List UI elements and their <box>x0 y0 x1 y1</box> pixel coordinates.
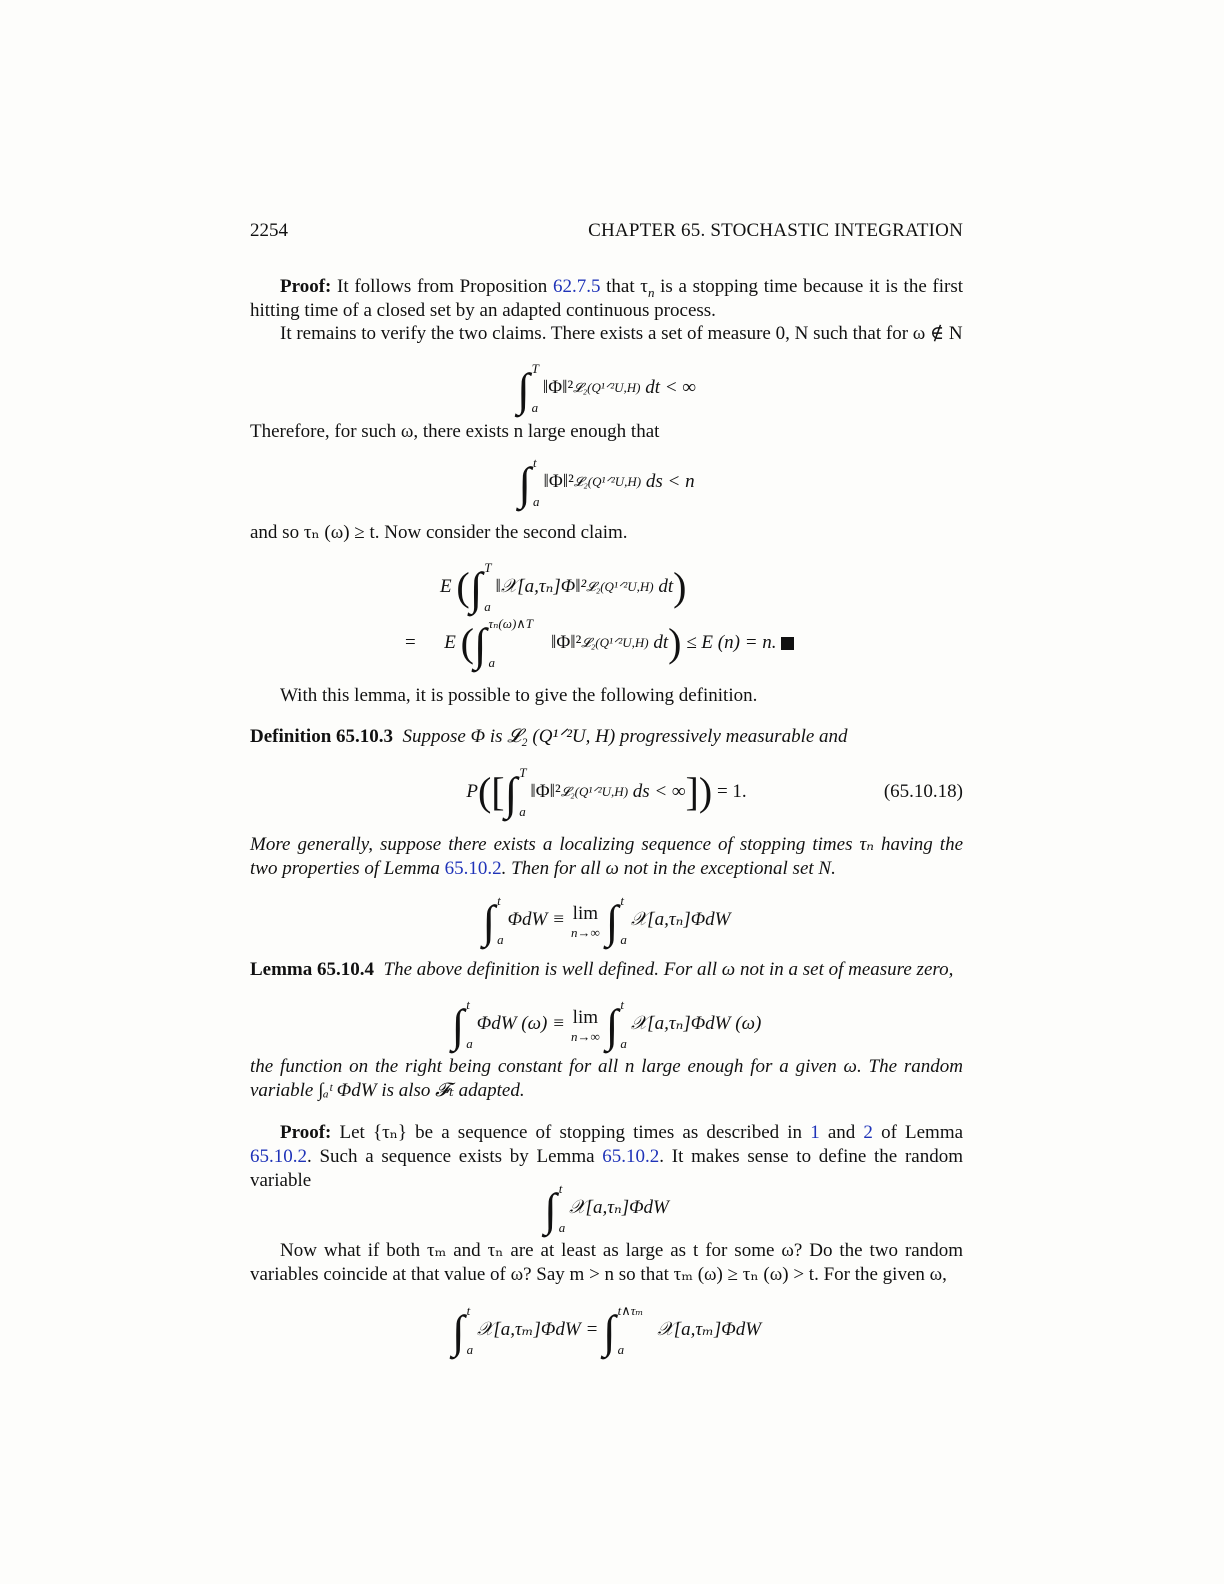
equation-lhs: ΦdW ≡ <box>507 909 565 930</box>
right-paren: ]) <box>685 769 713 814</box>
paragraph-text: More generally, suppose there exists a localizing sequence of stopping times τₙ having the two properties of Lemma <box>250 834 963 879</box>
paragraph-text: and so τₙ (ω) ≥ t. Now consider the second claim. <box>250 522 628 543</box>
paragraph-text: Therefore, for such ω, there exists n large enough that <box>250 421 660 442</box>
paragraph-therefore <box>250 420 963 444</box>
equation-number: (65.10.18) <box>883 781 963 802</box>
proof-text: that τ <box>606 276 648 297</box>
equation-rhs: 𝒳[a,τₘ]ΦdW <box>657 1319 762 1340</box>
lower-limit: a <box>484 599 491 614</box>
proof-text: . It makes sense to define the random variable <box>250 1146 964 1191</box>
expectation-operator: E <box>444 632 456 653</box>
proof-label: Proof: <box>280 1122 332 1143</box>
lower-limit: a <box>531 400 539 415</box>
integral-sign: ∫ <box>451 1306 465 1357</box>
ref-item-1[interactable]: 1 <box>810 1122 820 1143</box>
lower-limit: a <box>497 932 504 947</box>
upper-limit: t <box>620 997 624 1012</box>
upper-limit: τₙ(ω)∧T <box>488 616 534 631</box>
equation-2: ∫ t a ‖Φ‖² 𝓛₂(Q¹ᐟ²U,H) ds < n <box>518 455 695 509</box>
equation-tail: ds < n <box>645 471 695 492</box>
ref-item-2[interactable]: 2 <box>863 1122 873 1143</box>
definition-label: Definition 65.10.3 <box>250 726 394 747</box>
lower-limit: a <box>466 1342 474 1357</box>
expectation-operator: E <box>440 576 452 597</box>
equation-6 <box>250 998 963 1050</box>
page-number: 2254 <box>250 220 288 241</box>
lower-limit: a <box>620 932 627 947</box>
right-paren: ) <box>673 564 687 609</box>
ref-lemma[interactable]: 65.10.2 <box>444 858 502 879</box>
proof-text: is a stopping time because it is the first hitting time of a closed set by an adapted continuous process. <box>250 276 964 321</box>
equation-tail: dt <box>653 632 669 653</box>
lower-limit: a <box>558 1220 566 1235</box>
paragraph-second-claim <box>250 521 963 545</box>
integral-sign: ∫ <box>605 1000 619 1051</box>
integral-sign: ∫ <box>603 1306 616 1357</box>
paragraph-text: Now what if both τₘ and τₙ are at least as large as t for some ω? Do the two random variables coincide at that value of ω? Say m > n so that τₘ (ω) ≥ τₙ (ω) > t. For the given ω, <box>250 1240 963 1285</box>
lower-limit: a <box>620 1036 627 1051</box>
running-head: CHAPTER 65. STOCHASTIC INTEGRATION <box>588 220 963 241</box>
paragraph-text: ∫ₐᵗ ΦdW is also 𝓕ₜ adapted. <box>318 1080 525 1101</box>
equation-rhs: 𝒳[a,τₙ]ΦdW (ω) <box>630 1013 762 1034</box>
lim-subscript: n→∞ <box>570 1028 600 1044</box>
upper-limit: t <box>533 455 537 470</box>
integral-sign: ∫ <box>473 619 487 670</box>
equation-rhs: ≤ E (n) = n. <box>686 632 777 653</box>
equation-1: ∫ T a ‖Φ‖² 𝓛₂(Q¹ᐟ²U,H) dt < ∞ <box>517 361 696 415</box>
equation-rhs: 𝒳[a,τₙ]ΦdW <box>630 909 731 930</box>
lower-limit: a <box>533 494 540 509</box>
upper-limit: T <box>531 361 539 376</box>
equation-5 <box>250 894 963 946</box>
paragraph-text: the function on the right being constant for all n large enough for a given ω. The random variable <box>250 1056 963 1101</box>
paragraph-with-lemma <box>250 684 963 708</box>
upper-limit: t <box>466 997 470 1012</box>
lim-subscript: n→∞ <box>570 924 600 940</box>
equation-tail: dt <box>658 576 674 597</box>
paragraph-text: . Then for all ω not in the exceptional set N. <box>501 858 836 879</box>
integrand: ‖Φ‖² <box>542 377 574 398</box>
integral-sign: ∫ <box>451 1000 465 1051</box>
paragraph-claims <box>250 322 963 346</box>
integrand: ‖𝒳[a,τₙ]Φ‖² <box>495 576 587 597</box>
upper-limit: t <box>558 1181 563 1196</box>
ref-lemma[interactable]: 65.10.2 <box>602 1146 660 1167</box>
definition-block <box>250 725 963 749</box>
lim-text: lim <box>572 902 599 924</box>
upper-limit: t <box>620 893 624 908</box>
proof-text: Let {τₙ} be a sequence of stopping times as described in <box>339 1122 803 1143</box>
integral-sign: ∫ <box>504 768 518 819</box>
equation-7 <box>250 1182 963 1234</box>
proof-text: It follows from Proposition <box>337 276 548 297</box>
page <box>250 0 963 1584</box>
upper-limit: t∧τₘ <box>617 1303 644 1318</box>
lemma-text: The above definition is well defined. For all ω not in a set of measure zero, <box>383 959 954 980</box>
right-paren: ) <box>668 620 682 665</box>
upper-limit: t <box>497 893 501 908</box>
left-paren: ( <box>460 620 474 665</box>
equation-tail: ds < ∞ <box>632 781 686 802</box>
integral-sign: ∫ <box>469 563 483 614</box>
paragraph-more-generally <box>250 833 963 881</box>
proof-label: Proof: <box>280 276 332 297</box>
equation-4: P ([ ∫ T a ‖Φ‖² 𝓛₂(Q¹ᐟ²U,H) ds < ∞ ]) = 1. (65.10.18) <box>466 765 963 819</box>
limit-operator <box>571 902 600 939</box>
ref-lemma[interactable]: 65.10.2 <box>250 1146 307 1167</box>
lemma-label: Lemma 65.10.4 <box>250 959 375 980</box>
equation-rhs: = 1. <box>716 781 747 802</box>
paragraph-text: It remains to verify the two claims. There exists a set of measure 0, N such that for ω ∉ N <box>280 323 963 344</box>
equation-lhs: ΦdW (ω) ≡ <box>476 1013 565 1034</box>
integral-sign: ∫ <box>518 458 532 509</box>
integrand: ‖Φ‖² <box>530 781 561 802</box>
integrand: 𝒳[a,τₙ]ΦdW <box>569 1197 669 1218</box>
integrand: ‖Φ‖² <box>543 471 574 492</box>
probability-operator: P <box>466 781 478 802</box>
paragraph-text: With this lemma, it is possible to give the following definition. <box>280 685 758 706</box>
equation-3-line-2: = E ( ∫ τₙ(ω)∧T a ‖Φ‖² 𝓛₂(Q¹ᐟ²U,H) dt ) ≤ E (n) = n. <box>250 616 963 670</box>
lim-text: lim <box>572 1006 599 1028</box>
lower-limit: a <box>488 655 496 670</box>
limit-operator <box>571 1006 600 1043</box>
proof-text: . Such a sequence exists by Lemma <box>307 1146 595 1167</box>
equation-8 <box>250 1304 963 1356</box>
upper-limit: T <box>484 560 492 575</box>
proof-text: of Lemma <box>881 1122 964 1143</box>
proof-text: and <box>827 1122 856 1143</box>
equation-3-line-1: E ( ∫ T a ‖𝒳[a,τₙ]Φ‖² 𝓛₂(Q¹ᐟ²U,H) dt ) <box>440 560 687 614</box>
upper-limit: T <box>519 765 527 780</box>
proof-paragraph-1: Proof: It follows from Proposition 62.7.5 that $\tau_n$ is a stopping time because it is the first hitting time of a closed set by an adapted continuous process. <box>250 276 964 321</box>
lower-limit: a <box>519 804 526 819</box>
integrand: ‖Φ‖² <box>551 632 582 653</box>
ref-proposition[interactable]: 62.7.5 <box>552 276 601 297</box>
equation-tail: dt < ∞ <box>645 377 696 398</box>
page-header <box>250 219 963 243</box>
qed-square-icon <box>781 637 794 650</box>
left-paren: ([ <box>477 769 505 814</box>
lemma-block <box>250 958 963 982</box>
paragraph-function <box>250 1055 963 1103</box>
integral-sign: ∫ <box>482 896 496 947</box>
integral-sign: ∫ <box>544 1184 557 1235</box>
definition-text: Suppose Φ is 𝓛₂ (Q¹ᐟ²U, H) progressively measurable and <box>402 726 848 747</box>
lower-limit: a <box>617 1342 625 1357</box>
equals-sign: = <box>405 632 416 653</box>
left-paren: ( <box>456 564 470 609</box>
equation-lhs: 𝒳[a,τₘ]ΦdW = <box>477 1319 599 1340</box>
upper-limit: t <box>466 1303 471 1318</box>
lower-limit: a <box>466 1036 473 1051</box>
integral-sign: ∫ <box>517 364 530 415</box>
paragraph-now-what <box>250 1239 963 1287</box>
integral-sign: ∫ <box>605 896 619 947</box>
